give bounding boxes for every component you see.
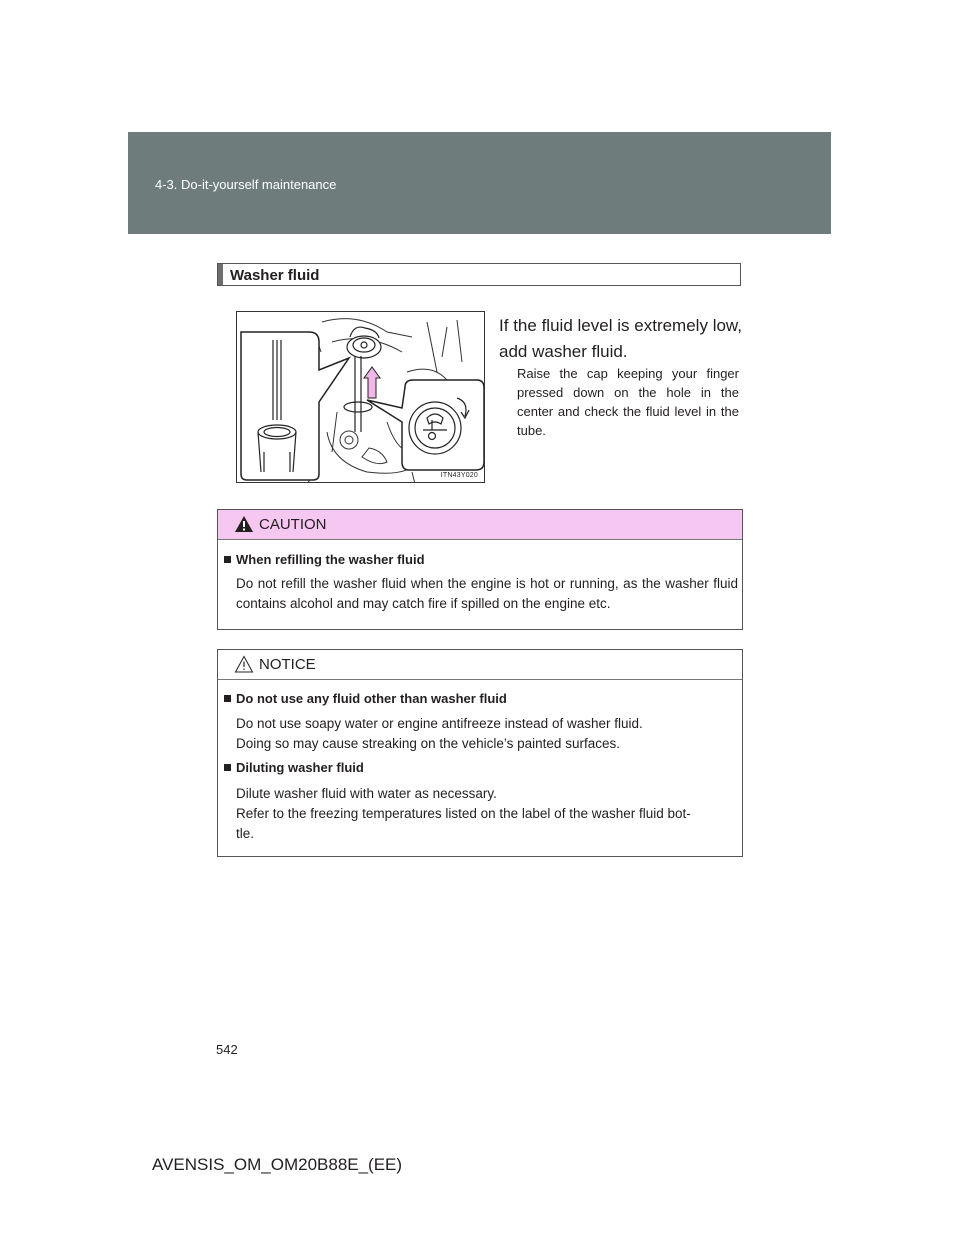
bullet-square-icon	[224, 556, 231, 563]
notice-header	[218, 650, 742, 680]
notice-line: Refer to the freezing temperatures listed on the label of the washer fluid bot-	[236, 806, 691, 821]
heading-title: Washer fluid	[230, 267, 320, 284]
caution-title: CAUTION	[259, 516, 327, 533]
bullet-square-icon	[224, 764, 231, 771]
notice-line: Doing so may cause streaking on the vehicle’s painted surfaces.	[236, 736, 620, 751]
heading-bar	[218, 264, 223, 285]
caution-box	[217, 509, 743, 630]
notice-item-heading: Do not use any fluid other than washer fluid	[224, 691, 507, 706]
document-code: AVENSIS_OM_OM20B88E_(EE)	[152, 1155, 403, 1174]
notice-line: tle.	[236, 826, 255, 841]
instruction-text: Raise the cap keeping your finger pressed down on the hole in the center and check the fluid level in the tube.	[517, 366, 739, 438]
intro-text: If the fluid level is extremely low, add washer fluid.	[499, 316, 742, 361]
section-heading	[217, 263, 741, 286]
notice-title: NOTICE	[259, 656, 316, 673]
header-band	[128, 132, 831, 234]
notice-line: Do not use soapy water or engine antifreeze instead of washer fluid.	[236, 716, 643, 731]
notice-item-body	[236, 784, 738, 844]
section-label: 4-3. Do-it-yourself maintenance	[155, 177, 337, 192]
caution-item-body: Do not refill the washer fluid when the engine is hot or running, as the washer fluid contains alcohol and may catch fire if spilled on the engine etc.	[236, 576, 738, 611]
page-number: 542	[216, 1042, 238, 1057]
reservoir-cap-drawing	[237, 312, 485, 483]
notice-item-heading: Diluting washer fluid	[224, 760, 364, 775]
figure-code: ITN43Y020	[440, 472, 478, 479]
warning-triangle-icon	[234, 515, 254, 533]
notice-triangle-icon	[234, 655, 254, 673]
notice-item-body	[236, 714, 738, 754]
bullet-square-icon	[224, 695, 231, 702]
notice-box	[217, 649, 743, 857]
washer-fluid-illustration	[236, 311, 485, 483]
caution-item-heading: When refilling the washer fluid	[224, 552, 425, 567]
notice-line: Dilute washer fluid with water as necessary.	[236, 786, 497, 801]
caution-header	[218, 510, 742, 540]
